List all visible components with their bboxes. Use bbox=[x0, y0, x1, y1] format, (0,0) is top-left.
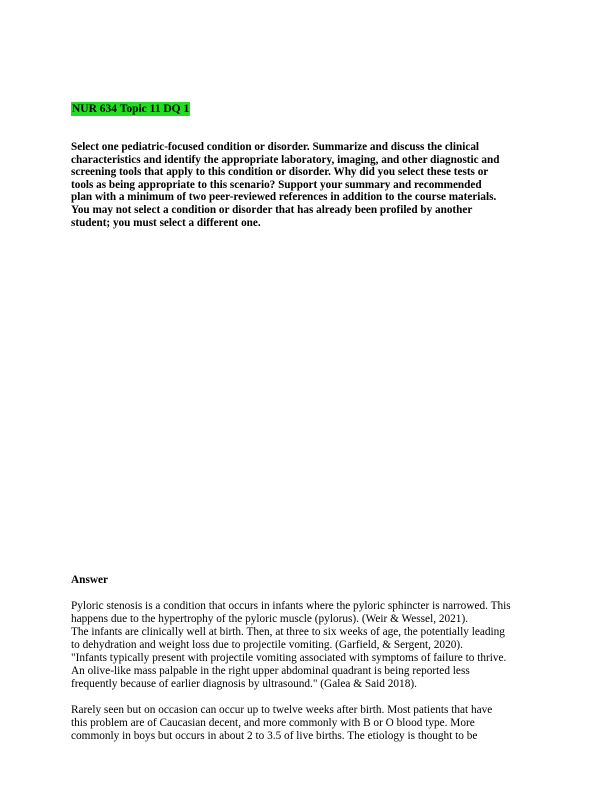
answer-line: frequently because of earlier diagnosis by ultrasound." (Galea & Said 2018). bbox=[71, 678, 417, 690]
answer-line: An olive-like mass palpable in the right upper abdominal quadrant is being reported less bbox=[71, 665, 470, 677]
answer-line: The infants are clinically well at birth. Then, at three to six weeks of age, the potentially leading bbox=[71, 626, 505, 638]
answer-heading: Answer bbox=[71, 574, 109, 586]
prompt-line: characteristics and identify the appropriate laboratory, imaging, and other diagnostic and bbox=[71, 153, 500, 166]
prompt-line: student; you must select a different one. bbox=[71, 216, 261, 229]
prompt-line: tools as being appropriate to this scenario? Support your summary and recommended bbox=[71, 178, 482, 191]
answer-body bbox=[71, 600, 541, 743]
prompt-line: plan with a minimum of two peer-reviewed references in addition to the course materials. bbox=[71, 191, 497, 204]
answer-line: commonly in boys but occurs in about 2 to 3.5 of live births. The etiology is thought to be bbox=[71, 730, 478, 742]
discussion-prompt bbox=[71, 141, 541, 229]
prompt-line: Select one pediatric-focused condition or disorder. Summarize and discuss the clinical bbox=[71, 141, 480, 153]
prompt-line: screening tools that apply to this condition or disorder. Why did you select these tests or bbox=[71, 166, 489, 179]
answer-line: to dehydration and weight loss due to projectile vomiting. (Garfield, & Sergent, 2020). bbox=[71, 639, 463, 651]
answer-line: this problem are of Caucasian decent, and more commonly with B or O blood type. More bbox=[71, 717, 475, 729]
prompt-line: You may not select a condition or disorder that has already been profiled by another bbox=[71, 203, 473, 216]
answer-line: Pyloric stenosis is a condition that occurs in infants where the pyloric sphincter is narrowed. This bbox=[71, 600, 511, 612]
paragraph-spacer bbox=[71, 691, 541, 704]
answer-line: "Infants typically present with projectile vomiting associated with symptoms of failure to thrive. bbox=[71, 652, 507, 664]
answer-line: happens due to the hypertrophy of the pyloric muscle (pylorus). (Weir & Wessel, 2021). bbox=[71, 613, 469, 625]
answer-line: Rarely seen but on occasion can occur up to twelve weeks after birth. Most patients that have bbox=[71, 704, 493, 716]
document-title: NUR 634 Topic 11 DQ 1 bbox=[72, 103, 190, 115]
